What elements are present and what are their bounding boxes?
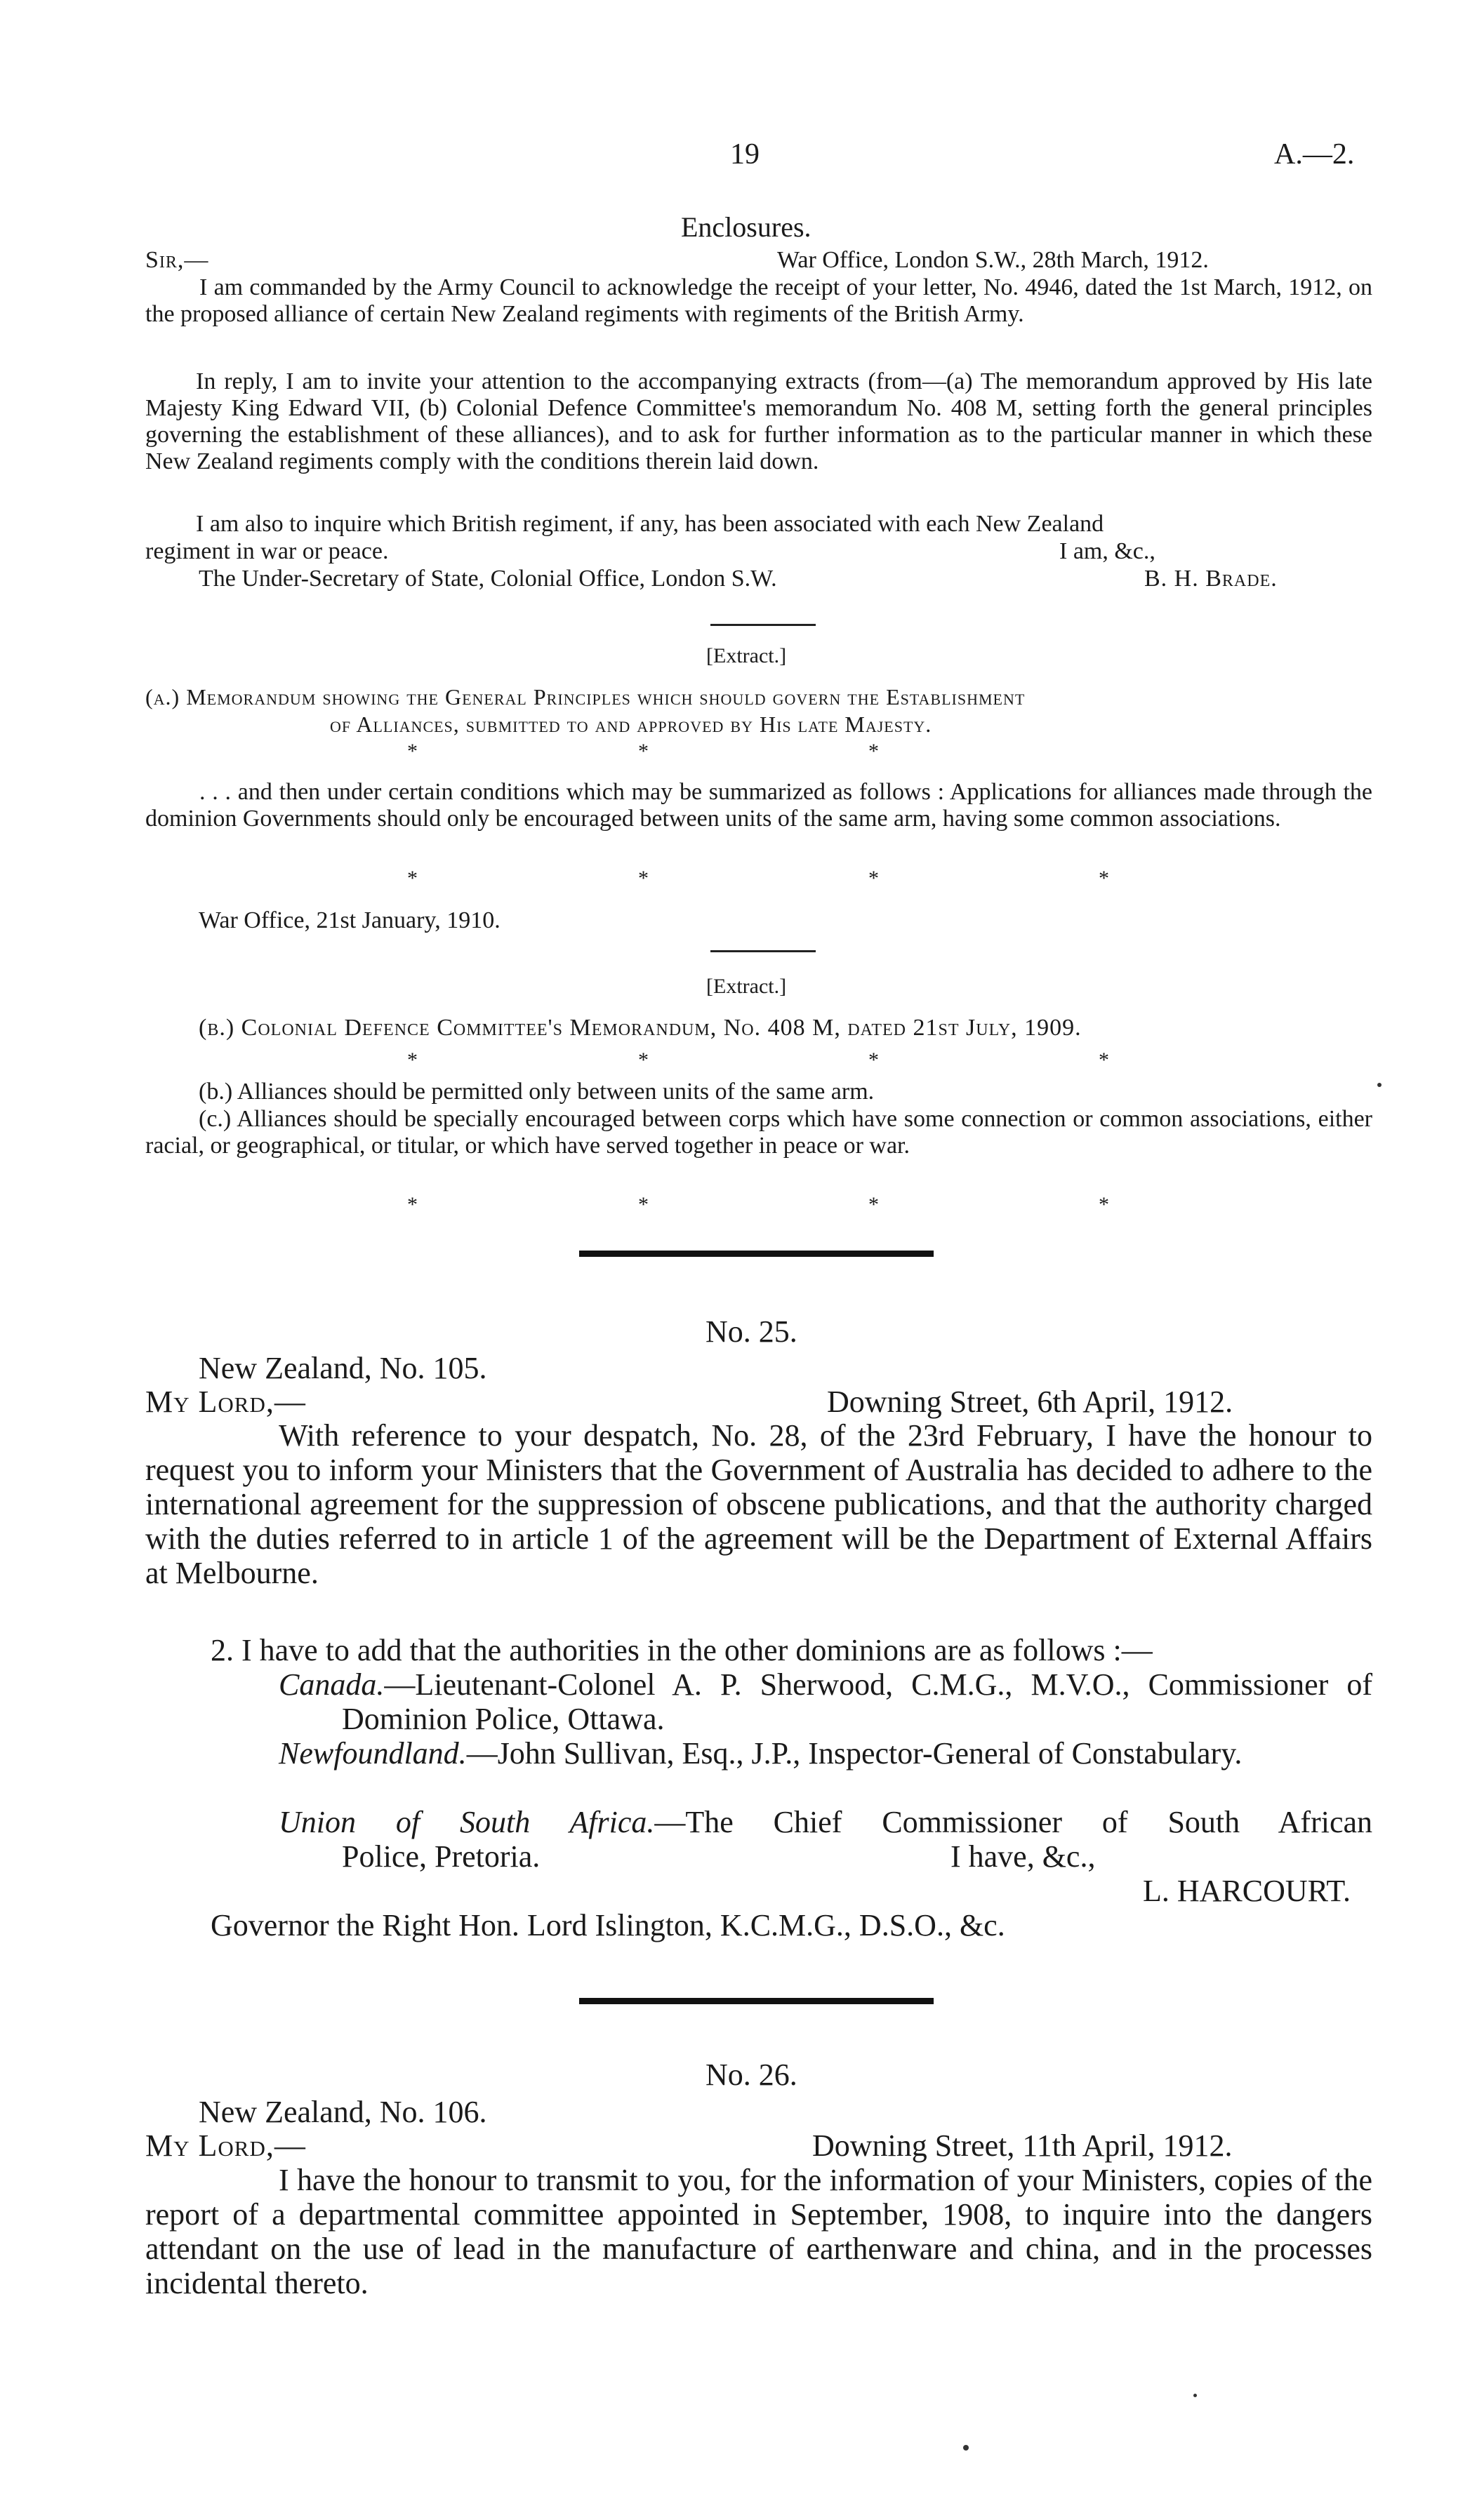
enclosures-paragraph-1: I am commanded by the Army Council to acknowledge the receipt of your letter, No. 4946, dated the 1st March, 1912, on the proposed alliance of certain New Zealand regiments with regiments of the British Army. bbox=[145, 274, 1372, 327]
no26-paragraph-1: I have the honour to transmit to you, for the information of your Ministers, copies of the report of a departmental committee appointed in September, 1908, to inquire into the dangers attendant on the use of lead in the manufacture of earthenware and china, and in the processes incidental thereto. bbox=[145, 2163, 1372, 2300]
extract-a-heading-line-1: (a.) Memorandum showing the General Principles which should govern the Establishment bbox=[145, 684, 1026, 709]
extract-b-label: [Extract.] bbox=[706, 975, 787, 998]
asterisk: * bbox=[1099, 1048, 1109, 1072]
asterisk: * bbox=[868, 740, 879, 763]
no26-number: No. 26. bbox=[705, 2058, 797, 2092]
extract-b-clause-b: (b.) Alliances should be permitted only between units of the same arm. bbox=[199, 1079, 875, 1105]
no25-paragraph-1: With reference to your despatch, No. 28, of the 23rd February, I have the honour to request you to inform your Ministers that the Government of Australia has decided to adhere to the international agreement for the suppression of obscene publications, and that the authority charged with the duties referred to in article 1 of the agreement will be the Department of External Affairs at Melbourne. bbox=[145, 1418, 1372, 1590]
canada-label: Canada. bbox=[279, 1667, 385, 1702]
stray-mark bbox=[1193, 2394, 1197, 2397]
south-africa-label: Union of South Africa. bbox=[279, 1805, 655, 1839]
enclosures-paragraph-3-line-1: I am also to inquire which British regiment, if any, has been associated with each New Zealand bbox=[196, 511, 1104, 537]
extract-a-footer: War Office, 21st January, 1910. bbox=[199, 907, 501, 933]
enclosures-signature: B. H. Brade. bbox=[1144, 566, 1278, 592]
no25-place-date: Downing Street, 6th April, 1912. bbox=[827, 1385, 1233, 1419]
enclosures-place-date: War Office, London S.W., 28th March, 1912. bbox=[777, 247, 1209, 273]
no25-salutation: My Lord,— bbox=[145, 1385, 306, 1419]
enclosures-paragraph-3-line-2: regiment in war or peace. bbox=[145, 538, 389, 564]
enclosures-salutation: Sir,— bbox=[145, 247, 209, 273]
no26-place-date: Downing Street, 11th April, 1912. bbox=[812, 2128, 1233, 2163]
enclosures-addressee: The Under-Secretary of State, Colonial Office, London S.W. bbox=[199, 566, 777, 592]
newfoundland-label: Newfoundland. bbox=[279, 1736, 467, 1771]
extract-a-label: [Extract.] bbox=[706, 644, 787, 667]
enclosures-closing: I am, &c., bbox=[1059, 538, 1155, 564]
asterisk: * bbox=[407, 867, 418, 890]
section-rule bbox=[579, 1998, 934, 2004]
no25-canada-entry bbox=[279, 1667, 1372, 1736]
enclosures-paragraph-2: In reply, I am to invite your attention to the accompanying extracts (from—(a) The memorandum approved by His late Majesty King Edward VII, (b) Colonial Defence Committee's memorandum No. 408 M, setting forth the general principles governing the establishment of these alliances), and to ask for further information as to the particular manner in which these New Zealand regiments comply with the conditions therein laid down. bbox=[145, 368, 1372, 474]
asterisk: * bbox=[638, 867, 649, 890]
asterisk: * bbox=[638, 1193, 649, 1216]
extract-b-stars-row-2 bbox=[0, 1193, 1484, 1220]
no25-paragraph-2: 2. I have to add that the authorities in the other dominions are as follows :— bbox=[211, 1633, 1153, 1667]
stray-mark bbox=[1377, 1083, 1382, 1087]
page-number: 19 bbox=[730, 138, 760, 171]
asterisk: * bbox=[868, 867, 879, 890]
no25-addressee: Governor the Right Hon. Lord Islington, K.C.M.G., D.S.O., &c. bbox=[211, 1908, 1005, 1942]
extract-a-stars-row-2 bbox=[0, 867, 1484, 893]
asterisk: * bbox=[1099, 867, 1109, 890]
section-rule bbox=[579, 1251, 934, 1257]
asterisk: * bbox=[638, 1048, 649, 1072]
south-africa-details: —The Chief Commissioner of South African bbox=[654, 1805, 1372, 1839]
no25-newfoundland-entry bbox=[279, 1736, 1372, 1771]
extract-b-stars-row-1 bbox=[0, 1048, 1484, 1075]
asterisk: * bbox=[638, 740, 649, 763]
no26-reference: New Zealand, No. 106. bbox=[199, 2095, 487, 2129]
asterisk: * bbox=[407, 1193, 418, 1216]
asterisk: * bbox=[407, 740, 418, 763]
extract-b-clause-c: (c.) Alliances should be specially encouraged between corps which have some connection or common associations, either racial, or geographical, or titular, or which have served together in peace or war. bbox=[145, 1106, 1372, 1159]
asterisk: * bbox=[868, 1193, 879, 1216]
stray-mark bbox=[963, 2445, 969, 2451]
extract-b-heading: (b.) Colonial Defence Committee's Memorandum, No. 408 M, dated 21st July, 1909. bbox=[199, 1015, 1082, 1041]
asterisk: * bbox=[868, 1048, 879, 1072]
no25-south-africa-line-1 bbox=[279, 1805, 1372, 1839]
no25-signature: L. HARCOURT. bbox=[1143, 1874, 1351, 1908]
canada-details: —Lieutenant-Colonel A. P. Sherwood, C.M.G., M.V.O., Commissioner of Dominion Police, Ottawa. bbox=[342, 1667, 1372, 1736]
no26-salutation: My Lord,— bbox=[145, 2128, 306, 2163]
no25-reference: New Zealand, No. 105. bbox=[199, 1351, 487, 1385]
section-divider bbox=[710, 624, 816, 626]
extract-a-body: . . . and then under certain conditions which may be summarized as follows : Applications for alliances made through the dominion Governments should only be encouraged between units of the same arm, having some common associations. bbox=[145, 779, 1372, 832]
document-reference: A.—2. bbox=[1274, 138, 1355, 171]
asterisk: * bbox=[407, 1048, 418, 1072]
no25-closing: I have, &c., bbox=[950, 1839, 1096, 1874]
section-divider bbox=[710, 950, 816, 952]
no25-number: No. 25. bbox=[705, 1314, 797, 1349]
newfoundland-details: —John Sullivan, Esq., J.P., Inspector-General of Constabulary. bbox=[466, 1736, 1243, 1771]
extract-a-stars-row-1 bbox=[0, 740, 1484, 766]
enclosures-title: Enclosures. bbox=[681, 211, 811, 243]
asterisk: * bbox=[1099, 1193, 1109, 1216]
extract-a-heading-line-2: of Alliances, submitted to and approved by His late Majesty. bbox=[330, 712, 932, 737]
no25-south-africa-line-2: Police, Pretoria. bbox=[342, 1839, 541, 1874]
